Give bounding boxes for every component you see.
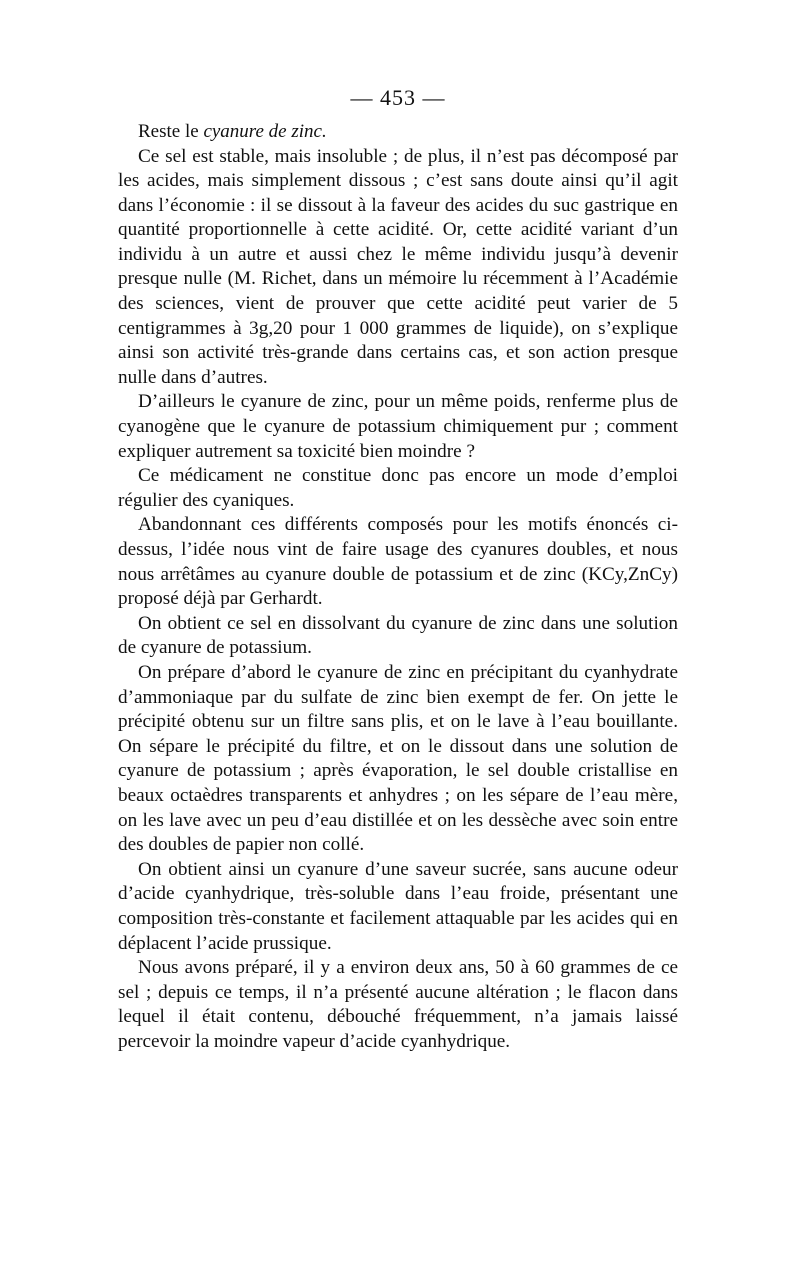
paragraph-4: Abandonnant ces différents composés pour les motifs énoncés ci-dessus, l’idée nous vint de faire usage des cyanures doubles, et nous nous arrêtâmes au cyanure double de potassium et de zinc (KCy,ZnCy) proposé déjà par Gerhardt.	[118, 514, 678, 610]
paragraph-6: On prépare d’abord le cyanure de zinc en précipitant du cyanhydrate d’ammoniaque par du sulfate de zinc bien exempt de fer. On jette le précipité obtenu sur un filtre sans plis, et on le lave à l’eau bouillante. On sépare le précipité du filtre, et on le dissout dans une solution de cyanure de potassium ; après évaporation, le sel double cristallise en beaux octaèdres transparents et anhydres ; on les sépare de l’eau mère, on les lave avec un peu d’eau distillée et on les dessèche avec soin entre des doubles de papier non collé.	[118, 661, 678, 856]
heading-italic: cyanure de zinc.	[203, 121, 327, 142]
paragraph-2: D’ailleurs le cyanure de zinc, pour un même poids, renferme plus de cyanogène que le cyanure de potassium chimiquement pur ; comment expliquer autrement sa toxicité bien moindre ?	[118, 391, 678, 462]
heading-prefix: Reste le	[138, 121, 204, 142]
section-heading	[118, 120, 678, 145]
paragraph-3: Ce médicament ne constitue donc pas encore un mode d’emploi régulier des cyaniques.	[118, 465, 678, 511]
page-number: — 453 —	[350, 85, 446, 110]
paragraph-7: On obtient ainsi un cyanure d’une saveur sucrée, sans aucune odeur d’acide cyanhydrique, très-soluble dans l’eau froide, présentant une composition très-constante et facilement attaquable par les acides qui en déplacent l’acide prussique.	[118, 858, 678, 954]
paragraph-1: Ce sel est stable, mais insoluble ; de plus, il n’est pas décomposé par les acides, mais simplement dissous ; c’est sans doute ainsi qu’il agit dans l’économie : il se dissout à la faveur des acides du suc gastrique en quantité proportionnelle à cette acidité. Or, cette acidité variant d’un individu à un autre et aussi chez le même individu jusqu’à devenir presque nulle (M. Richet, dans un mémoire lu récemment à l’Académie des sciences, vient de prouver que cette acidité peut varier de 5 centigrammes à 3g,20 pour 1 000 grammes de liquide), on s’explique ainsi son activité très-grande dans certains cas, et son action presque nulle dans d’autres.	[118, 145, 678, 388]
paragraph-5: On obtient ce sel en dissolvant du cyanure de zinc dans une solution de cyanure de potassium.	[118, 612, 678, 659]
book-page	[118, 84, 678, 1054]
paragraph-8: Nous avons préparé, il y a environ deux ans, 50 à 60 grammes de ce sel ; depuis ce temps, il n’a présenté aucune altération ; le flacon dans lequel il était contenu, débouché fréquemment, n’a jamais laissé percevoir la moindre vapeur d’acide cyanhydrique.	[118, 957, 678, 1052]
